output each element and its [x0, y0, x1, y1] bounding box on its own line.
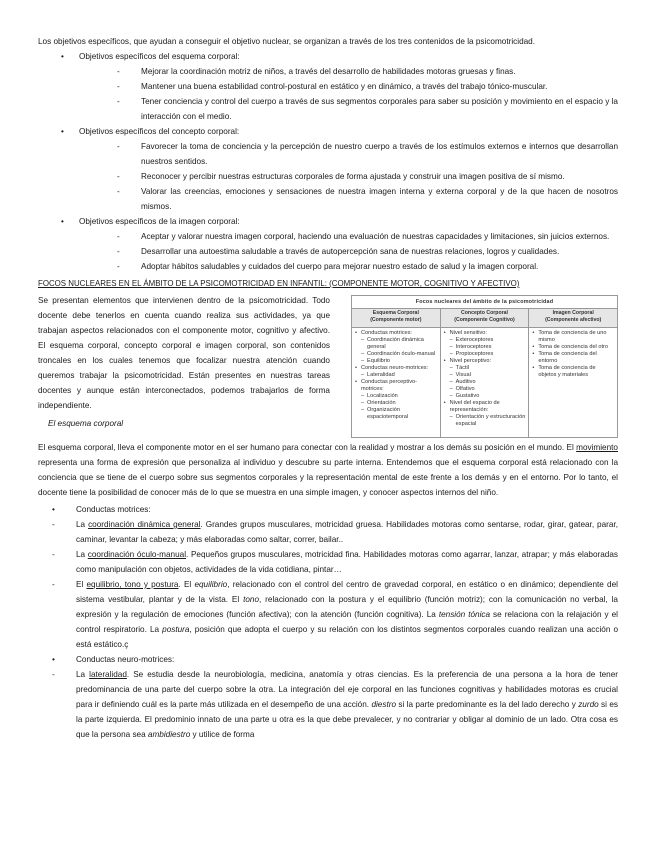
- section-row: [38, 293, 618, 438]
- section-heading: FOCOS NUCLEARES EN EL ÁMBITO DE LA PSICOMOTRICIDAD EN INFANTIL: (COMPONENTE MOTOR, COGNITIVO Y AFECTIVO): [38, 279, 520, 288]
- figure-item: – Equilibrio: [355, 358, 438, 365]
- intro-paragraph: Los objetivos específicos, que ayudan a conseguir el objetivo nuclear, se organizan a través de los tres contenidos de la psicomotricidad.: [38, 37, 536, 46]
- conductas-motrices-title: • Conductas motrices:: [38, 502, 618, 517]
- objective-group-imagen: [38, 214, 618, 274]
- figure-item: – Táctil: [444, 365, 527, 372]
- list-item: - Favorecer la toma de conciencia y la percepción de nuestro cuerpo a través de los estímulos externos e internos que desarrollan nuestros sentidos.: [117, 139, 618, 169]
- figure-column-head: Esquema Corporal (Componente motor): [352, 309, 440, 328]
- figure-item: • Nivel perceptivo:: [444, 358, 527, 365]
- conductas-list: [38, 502, 618, 742]
- figure-column-head: Concepto Corporal (Componente Cognitivo): [441, 309, 529, 328]
- objective-group-concepto: [38, 124, 618, 214]
- figure-column-head: Imagen Corporal (Componente afectivo): [529, 309, 617, 328]
- figure-title: Focos nucleares del ámbito de la psicomotricidad: [352, 296, 617, 309]
- list-item-lateralidad: - La lateralidad. Se estudia desde la neurobiología, medicina, anatomía y otras ciencias. Es la preferencia de una persona a la hora de tener predominancia de una parte del cuerpo sobre la otra. La integración del eje corporal en las funciones cognitivas y habilidades motoras es crucial para ir definiendo cuál es la parte más utilizada en el desempeño de una acción. diestro si la parte predominante es la del lado derecho y zurdo si es la parte izquierda. El predominio innato de una parte u otra es la que debe prevalecer, y no contrariar y obligar al dominio de un lado. Otra cosa es que la persona sea ambidiestro y utilice de forma: [38, 667, 618, 742]
- figure-item: • Conductas motrices:: [355, 330, 438, 337]
- esquema-paragraph: El esquema corporal, lleva el componente motor en el ser humano para conectar con la realidad y mostrar a los demás su posición en el mundo. El movimiento representa una forma de expresión que personaliza al individuo y descubre su parte interna. Entendemos que el esquema corporal está relacionado con la conciencia que se tiene de el cuerpo sobre sus segmentos corporales y la representación mental de este frente a los demás y en el entorno. Por lo tanto, el docente tiene la posibilidad de conocer más de lo que se muestra en una simple imagen, y conocer aspectos internos del niño.: [38, 443, 618, 497]
- figure-item: • Conductas neuro-motrices:: [355, 365, 438, 372]
- figure-item: – Orientación y estructuración espacial: [444, 414, 527, 428]
- list-item-coord-oculo: - La coordinación óculo-manual. Pequeños grupos musculares, motricidad fina. Habilidades motoras como agarrar, lanzar, atrapar; y más elaboradas como manipulación con objetos, actividades de la vida cotidiana, pintar…: [38, 547, 618, 577]
- subheading-esquema-corporal: El esquema corporal: [48, 419, 124, 428]
- figure-item: – Gustativo: [444, 393, 527, 400]
- figure-item: – Propioceptores: [444, 351, 527, 358]
- objective-group-esquema: [38, 49, 618, 124]
- list-item: - Adoptar hábitos saludables y cuidados del cuerpo para mejorar nuestro estado de salud y la imagen corporal.: [117, 259, 618, 274]
- list-item: - Tener conciencia y control del cuerpo a través de sus segmentos corporales para saber su posición y movimiento en el espacio y la interacción con el medio.: [117, 94, 618, 124]
- figure-item: • Toma de conciencia del entorno: [532, 351, 615, 365]
- figure-item: – Auditivo: [444, 379, 527, 386]
- list-item: - Desarrollar una autoestima saludable a través de autopercepción sana de nuestras relaciones, logros y cualidades.: [117, 244, 618, 259]
- figure-column: [441, 309, 530, 437]
- figure-item: – Lateralidad: [355, 372, 438, 379]
- list-item-coord-general: - La coordinación dinámica general. Grandes grupos musculares, motricidad gruesa. Habilidades motoras como sentarse, rodar, girar, gatear, parar, caminar, levantar la cabeza; y más elaboradas como saltar, correr, bailar..: [38, 517, 618, 547]
- figure-item: – Exteroceptores: [444, 337, 527, 344]
- figure-column: [529, 309, 617, 437]
- figure-item: • Toma de conciencia de objetos y materiales: [532, 365, 615, 379]
- list-item: - Reconocer y percibir nuestras estructuras corporales de forma ajustada y construir una imagen positiva de sí mismo.: [117, 169, 618, 184]
- list-item: - Mantener una buena estabilidad control-postural en estático y en dinámico, a través del trabajo tónico-muscular.: [117, 79, 618, 94]
- figure-item: – Organización espaciotemporal: [355, 407, 438, 421]
- figure-item: – Coordinación dinámica general: [355, 337, 438, 351]
- objectives-list: [38, 49, 618, 274]
- focos-figure: [351, 295, 618, 438]
- figure-item: • Toma de conciencia del otro: [532, 344, 615, 351]
- figure-item: – Orientación: [355, 400, 438, 407]
- list-item: - Mejorar la coordinación motriz de niños, a través del desarrollo de habilidades motoras gruesas y finas.: [117, 64, 618, 79]
- figure-item: – Interoceptores: [444, 344, 527, 351]
- list-item: - Valorar las creencias, emociones y sensaciones de nuestra imagen interna y externa corporal y de la que hacen de nosotros mismos.: [117, 184, 618, 214]
- figure-item: • Nivel sensitivo:: [444, 330, 527, 337]
- figure-item: • Nivel del espacio de representación:: [444, 400, 527, 414]
- objective-title: Objetivos específicos del concepto corporal:: [79, 127, 240, 136]
- figure-item: – Localización: [355, 393, 438, 400]
- figure-column: [352, 309, 441, 437]
- objective-title: Objetivos específicos de la imagen corporal:: [79, 217, 240, 226]
- figure-item: • Toma de conciencia de uno mismo: [532, 330, 615, 344]
- conductas-neuro-title: • Conductas neuro-motrices:: [38, 652, 618, 667]
- objective-title: Objetivos específicos del esquema corporal:: [79, 52, 240, 61]
- figure-item: – Coordinación óculo-manual: [355, 351, 438, 358]
- figure-item: – Olfativo: [444, 386, 527, 393]
- figure-item: – Visual: [444, 372, 527, 379]
- list-item-equilibrio: - El equilibrio, tono y postura. El equilibrio, relacionado con el control del centro de gravedad corporal, en estático o en dinámico; dependiente del sistema vestibular, plantar y de la vista. El tono, relacionado con la postura y el equilibrio (función motriz); con la comunicación no verbal, la expresión y la regulación de emociones (función afectiva); con la atención (función cognitiva). La tensión tónica se relaciona con la relajación y el control respiratorio. La postura, posición que adopta el cuerpo y su relación con los distintos segmentos corporales cuando realizan una acción o está estático.ç: [38, 577, 618, 652]
- figure-item: • Conductas perceptivo-motrices:: [355, 379, 438, 393]
- section-paragraph: Se presentan elementos que intervienen dentro de la psicomotricidad. Todo docente debe tenerlos en cuenta cuando realiza sus actividades, ya que trabajan aspectos relacionados con el componente motor, cognitivo y afectivo. El esquema corporal, concepto corporal e imagen corporal, son contenidos troncales en los cuales tenemos que focalizar nuestra atención cuando queremos trabajar la psicomotricidad. Están presentes en nuestras tareas docentes y aunque están interconectados, podemos trabajarlos de forma independiente.: [38, 296, 330, 410]
- document-page: [38, 34, 618, 742]
- list-item: - Aceptar y valorar nuestra imagen corporal, haciendo una evaluación de nuestras capacidades y limitaciones, sin juicios externos.: [117, 229, 618, 244]
